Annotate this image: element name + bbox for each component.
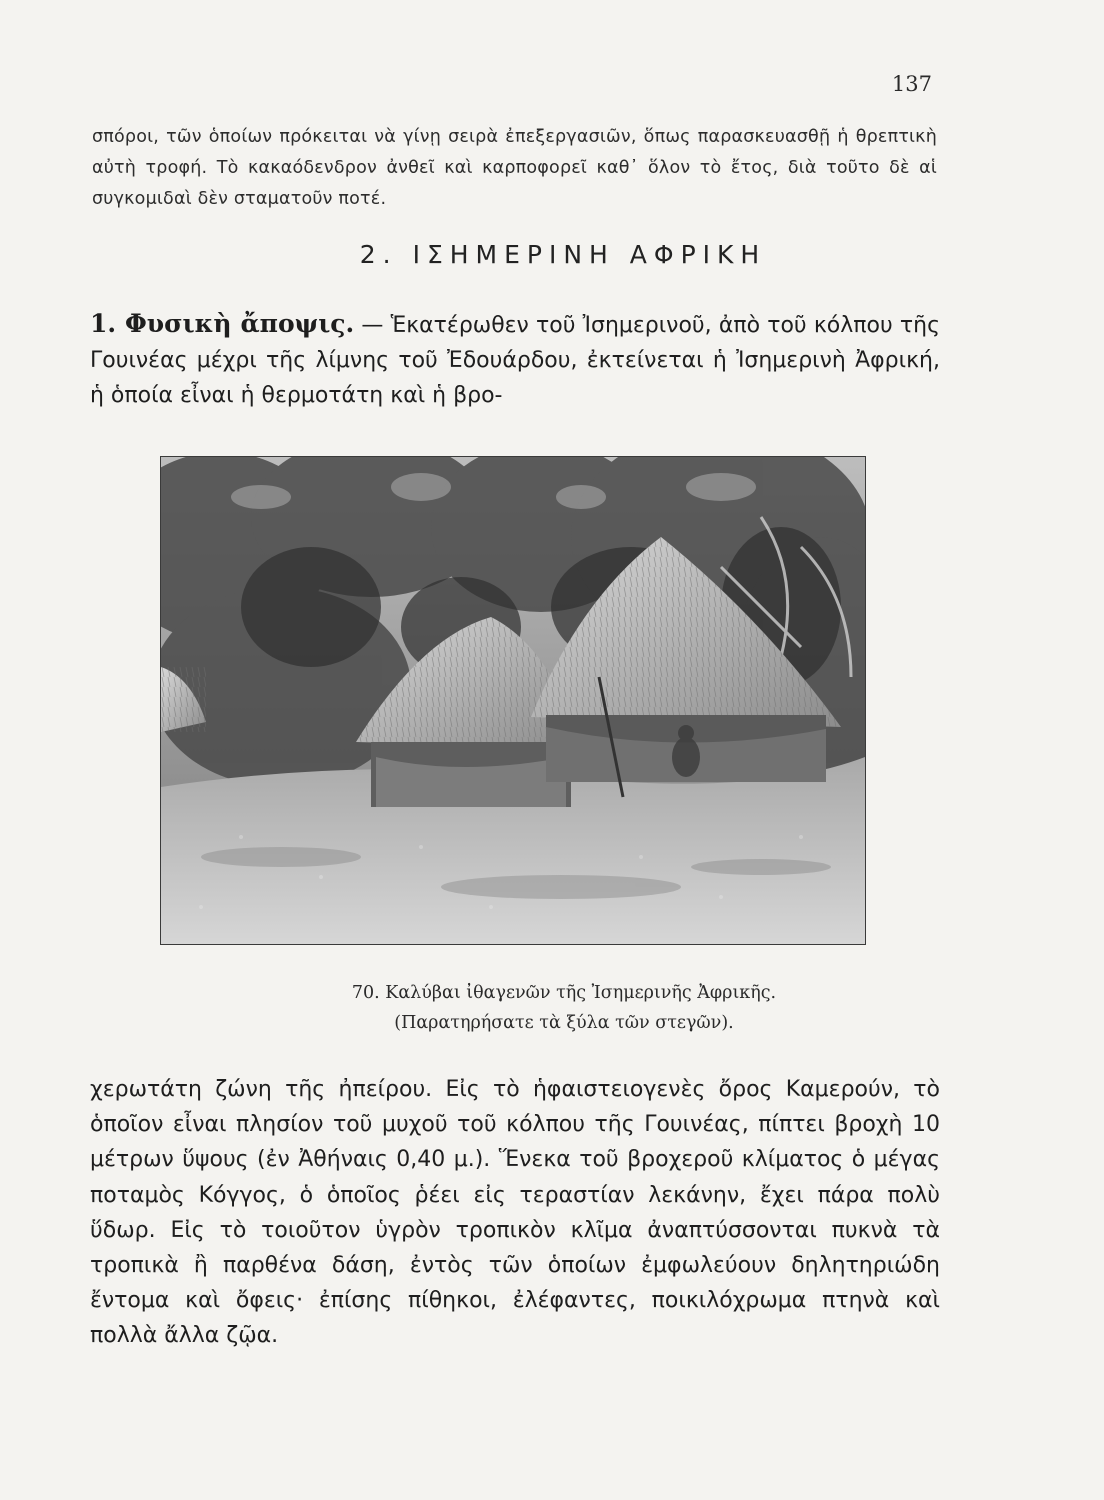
- section-heading: 2. ΙΣΗΜΕΡΙΝΗ ΑΦΡΙΚΗ: [359, 240, 767, 269]
- figure-caption: [0, 978, 1104, 1038]
- caption-line-1: 70. Καλύβαι ἰθαγενῶν τῆς Ἰσημερινῆς Ἀφρικῆς.: [351, 983, 777, 1003]
- intro-text: σπόροι, τῶν ὁποίων πρόκειται νὰ γίνῃ σειρὰ ἐπεξεργασιῶν, ὅπως παρασκευασθῇ ἡ θρεπτικὴ αὐτὴ τροφή. Τὸ κακαόδενδρον ἀνθεῖ καὶ καρποφορεῖ καθ᾽ ὅλον τὸ ἔτος, διὰ τοῦτο δὲ αἱ συγκομιδαὶ δὲν σταματοῦν ποτέ.: [92, 127, 937, 209]
- caption-line-2: (Παρατηρήσατε τὰ ξύλα τῶν στεγῶν).: [394, 1013, 734, 1033]
- paragraph-physical-view: [90, 306, 940, 413]
- page-number: 137: [891, 72, 932, 96]
- paragraph-text: — Ἑκατέρωθεν τοῦ Ἰσημερινοῦ, ἀπὸ τοῦ κόλπου τῆς Γουινέας μέχρι τῆς λίμνης τοῦ Ἐδουάρδου, ἐκτείνεται ἡ Ἰσημερινὴ Ἀφρική, ἡ ὁποία εἶναι ἡ θερμοτάτη καὶ ἡ βρο-: [90, 313, 940, 408]
- intro-paragraph: [92, 122, 937, 215]
- figure-photo-huts: [160, 456, 866, 945]
- paragraph-subheading: 1. Φυσικὴ ἄποψις.: [90, 309, 355, 338]
- paragraph-climate: [90, 1072, 940, 1354]
- paragraph-climate-text: χερωτάτη ζώνη τῆς ἠπείρου. Εἰς τὸ ἡφαιστειογενὲς ὄρος Καμερούν, τὸ ὁποῖον εἶναι πλησίον τοῦ μυχοῦ τοῦ κόλπου τῆς Γουινέας, πίπτει βροχὴ 10 μέτρων ὕψους (ἐν Ἀθήναις 0,40 μ.). Ἕνεκα τοῦ βροχεροῦ κλίματος ὁ μέγας ποταμὸς Κόγγος, ὁ ὁποῖος ῥέει εἰς τεραστίαν λεκάνην, ἔχει πάρα πολὺ ὕδωρ. Εἰς τὸ τοιοῦτον ὑγρὸν τροπικὸν κλῖμα ἀναπτύσσονται πυκνὰ τὰ τροπικὰ ἢ παρθένα δάση, ἐντὸς τῶν ὁποίων ἐμφωλεύουν δηλητηριώδη ἔντομα καὶ ὄφεις· ἐπίσης πίθηκοι, ἐλέφαντες, ποικιλόχρωμα πτηνὰ καὶ πολλὰ ἄλλα ζῷα.: [90, 1077, 940, 1349]
